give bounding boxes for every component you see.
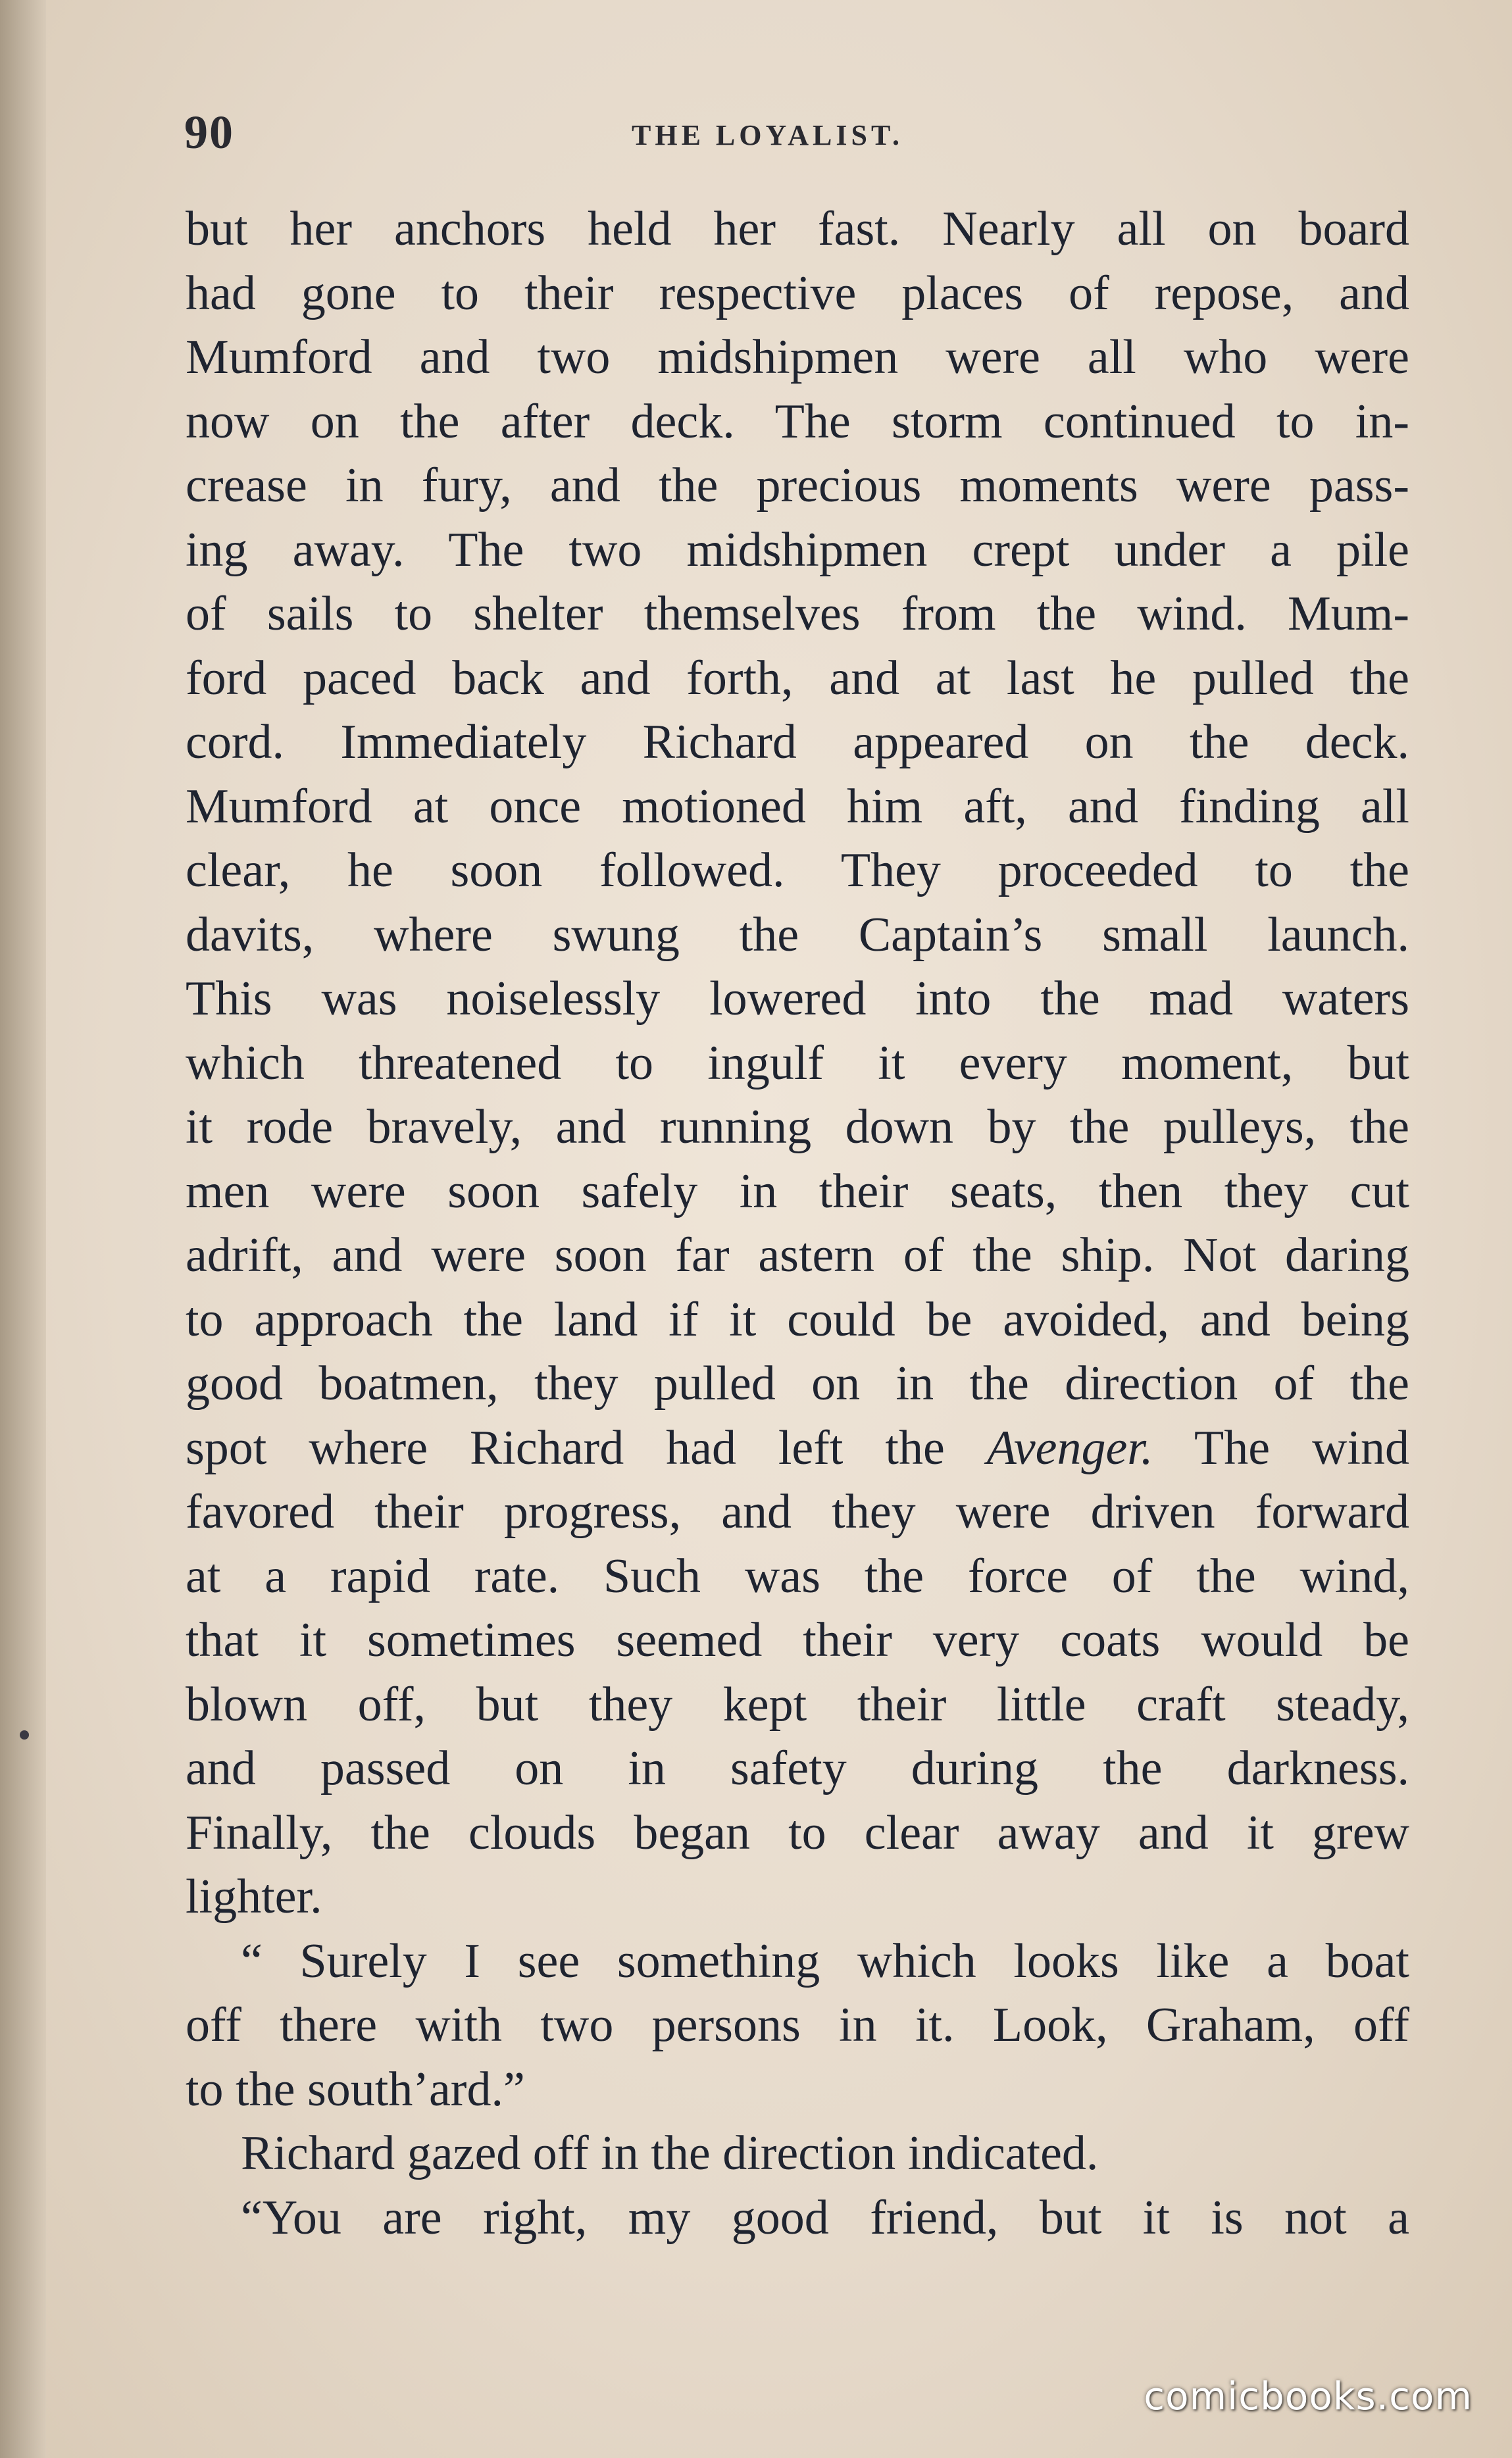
text-line: favored their progress, and they were driven forward — [186, 1485, 1409, 1539]
text-line: of sails to shelter themselves from the wind. Mum- — [186, 587, 1409, 641]
text-line: ing away. The two midshipmen crept under a pile — [186, 522, 1409, 577]
text-line-ship — [186, 1417, 1409, 1481]
text-line: Mumford at once motioned him aft, and finding all — [186, 779, 1409, 834]
text-line: off there with two persons in it. Look, Graham, off — [186, 1998, 1409, 2052]
text-line: to approach the land if it could be avoided, and being — [186, 1292, 1409, 1347]
text-line: blown off, but they kept their little craft steady, — [186, 1677, 1409, 1732]
text-line: Mumford and two midshipmen were all who were — [186, 330, 1409, 384]
ink-dot — [20, 1730, 29, 1740]
page-number: 90 — [184, 106, 234, 159]
text-line: clear, he soon followed. They proceeded to the — [186, 843, 1409, 897]
page-gutter-edge — [0, 0, 46, 2458]
text-line: This was noiselessly lowered into the mad waters — [186, 972, 1409, 1026]
text-line: “ Surely I see something which looks like a boat — [241, 1934, 1409, 1988]
book-title: THE LOYALIST. — [632, 119, 904, 151]
text-line: which threatened to ingulf it every moment, but — [186, 1036, 1409, 1090]
body-text — [186, 197, 1409, 2250]
text-line-start: spot where Richard had left the — [186, 1420, 987, 1475]
text-line: cord. Immediately Richard appeared on the deck. — [186, 715, 1409, 769]
text-line-end: The wind — [1153, 1420, 1410, 1475]
text-line: crease in fury, and the precious moments were pass- — [186, 459, 1409, 513]
text-line: at a rapid rate. Such was the force of the wind, — [186, 1549, 1409, 1603]
text-line: had gone to their respective places of repose, and — [186, 266, 1409, 320]
text-line: davits, where swung the Captain’s small launch. — [186, 907, 1409, 962]
text-line: ford paced back and forth, and at last he pulled the — [186, 651, 1409, 705]
text-line: that it sometimes seemed their very coats would be — [186, 1613, 1409, 1667]
text-line: good boatmen, they pulled on in the direction of the — [186, 1357, 1409, 1411]
running-head — [184, 105, 1408, 164]
text-line: to the south’ard.” — [186, 2062, 525, 2117]
text-line: Richard gazed off in the direction indicated. — [241, 2126, 1099, 2180]
text-line: lighter. — [186, 1870, 322, 1924]
text-line: but her anchors held her fast. Nearly all on board — [186, 202, 1409, 256]
text-line: “You are right, my good friend, but it is not a — [241, 2190, 1409, 2245]
text-line: adrift, and were soon far astern of the ship. Not daring — [186, 1228, 1409, 1282]
text-line: Finally, the clouds began to clear away and it grew — [186, 1805, 1409, 1860]
text-line: and passed on in safety during the darkness. — [186, 1742, 1409, 1795]
watermark: comicbooks.com — [1144, 2374, 1473, 2419]
ship-name: Avenger. — [986, 1420, 1153, 1475]
text-line: now on the after deck. The storm continued to in- — [186, 394, 1409, 449]
text-line: men were soon safely in their seats, then they cut — [186, 1164, 1409, 1218]
text-line: it rode bravely, and running down by the pulleys, the — [186, 1100, 1409, 1154]
